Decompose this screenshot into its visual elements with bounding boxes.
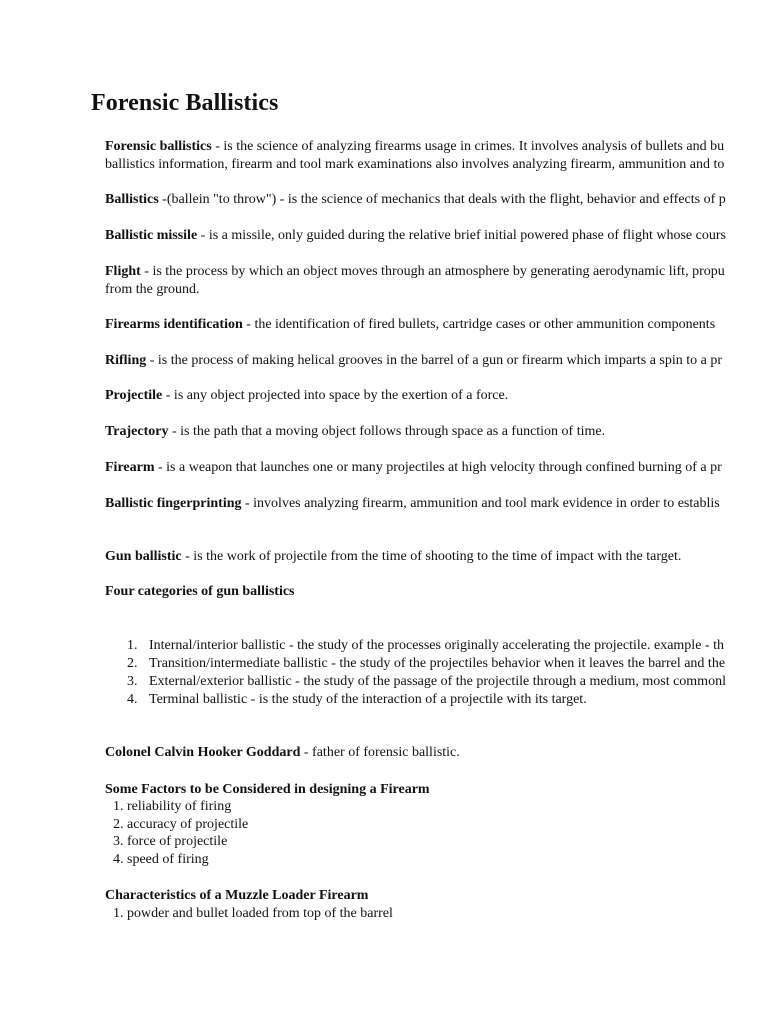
definition-text: - is the path that a moving object follows through space as a function of time. (168, 424, 606, 439)
muzzle-heading: Characteristics of a Muzzle Loader Firearm (105, 888, 369, 903)
muzzle-list (113, 905, 393, 923)
list-number: 1. (127, 638, 138, 653)
list-item: 3. force of projectile (113, 834, 228, 849)
definition-ballistics (105, 191, 726, 209)
definition-flight (105, 263, 725, 299)
definition-text: - is the science of analyzing firearms usage in crimes. It involves analysis of bullets and bu (211, 139, 725, 154)
definition-rifling (105, 352, 722, 370)
list-item (105, 691, 726, 709)
definition-gun-ballistic (105, 548, 681, 566)
definition-text: - involves analyzing firearm, ammunition and tool mark evidence in order to establis (241, 496, 720, 511)
definition-text-continued: from the ground. (105, 282, 200, 297)
factors-list (113, 798, 248, 868)
definition-text: - is any object projected into space by the exertion of a force. (162, 388, 509, 403)
definition-ballistic-fingerprinting (105, 495, 720, 513)
definition-text: - is the process by which an object moves through an atmosphere by generating aerodynamic lift, propu (140, 264, 725, 279)
definition-text: -(ballein "to throw") - is the science of mechanics that deals with the flight, behavior and effects of p (158, 192, 726, 207)
factors-heading: Some Factors to be Considered in designing a Firearm (105, 782, 430, 797)
list-text: External/exterior ballistic - the study of the passage of the projectile through a medium, most commonl (149, 674, 726, 689)
definition-text: - father of forensic ballistic. (300, 745, 460, 760)
goddard-paragraph (105, 744, 460, 762)
list-item: 1. reliability of firing (113, 799, 232, 814)
list-text: Transition/intermediate ballistic - the study of the projectiles behavior when it leaves the barrel and the (149, 656, 726, 671)
definition-text: - the identification of fired bullets, cartridge cases or other ammunition components (242, 317, 716, 332)
definition-text: - is a weapon that launches one or many projectiles at high velocity through confined burning of a pr (154, 460, 722, 475)
categories-heading: Four categories of gun ballistics (105, 584, 295, 599)
term: Ballistic missile (105, 228, 198, 243)
definition-firearm (105, 459, 722, 477)
term: Colonel Calvin Hooker Goddard (105, 745, 301, 760)
list-item: 2. accuracy of projectile (113, 816, 249, 832)
definition-text: - is the process of making helical grooves in the barrel of a gun or firearm which imparts a spin to a pr (146, 353, 723, 368)
term: Forensic ballistics (105, 139, 212, 154)
list-number: 4. (127, 692, 138, 707)
term: Trajectory (105, 424, 169, 439)
list-item: 4. speed of firing (113, 851, 209, 867)
term: Ballistics (105, 192, 159, 207)
term: Firearms identification (105, 317, 243, 332)
term: Rifling (105, 353, 147, 368)
definition-trajectory (105, 423, 605, 441)
page-title: Forensic Ballistics (91, 90, 279, 116)
term: Firearm (105, 460, 155, 475)
definition-text: - is a missile, only guided during the relative brief initial powered phase of flight whose cours (197, 228, 726, 243)
list-text: Terminal ballistic - is the study of the interaction of a projectile with its target. (149, 692, 587, 707)
definition-text: - is the work of projectile from the time of shooting to the time of impact with the target. (181, 549, 682, 564)
definition-projectile (105, 387, 508, 405)
definition-firearms-identification (105, 316, 715, 334)
categories-list (105, 637, 726, 709)
term: Ballistic fingerprinting (105, 496, 242, 511)
list-item: 1. powder and bullet loaded from top of the barrel (113, 906, 393, 921)
list-number: 3. (127, 674, 138, 689)
definition-text-continued: ballistics information, firearm and tool mark examinations also involves analyzing firearm, ammunition and to (105, 157, 725, 172)
term: Gun ballistic (105, 549, 182, 564)
term: Flight (105, 264, 141, 279)
list-item (105, 655, 726, 673)
term: Projectile (105, 388, 163, 403)
list-item (105, 637, 726, 655)
list-item (105, 673, 726, 691)
list-text: Internal/interior ballistic - the study of the processes originally accelerating the projectile. example - th (149, 638, 724, 653)
list-number: 2. (127, 656, 138, 671)
definition-ballistic-missile (105, 227, 726, 245)
definition-forensic-ballistics (105, 138, 724, 174)
